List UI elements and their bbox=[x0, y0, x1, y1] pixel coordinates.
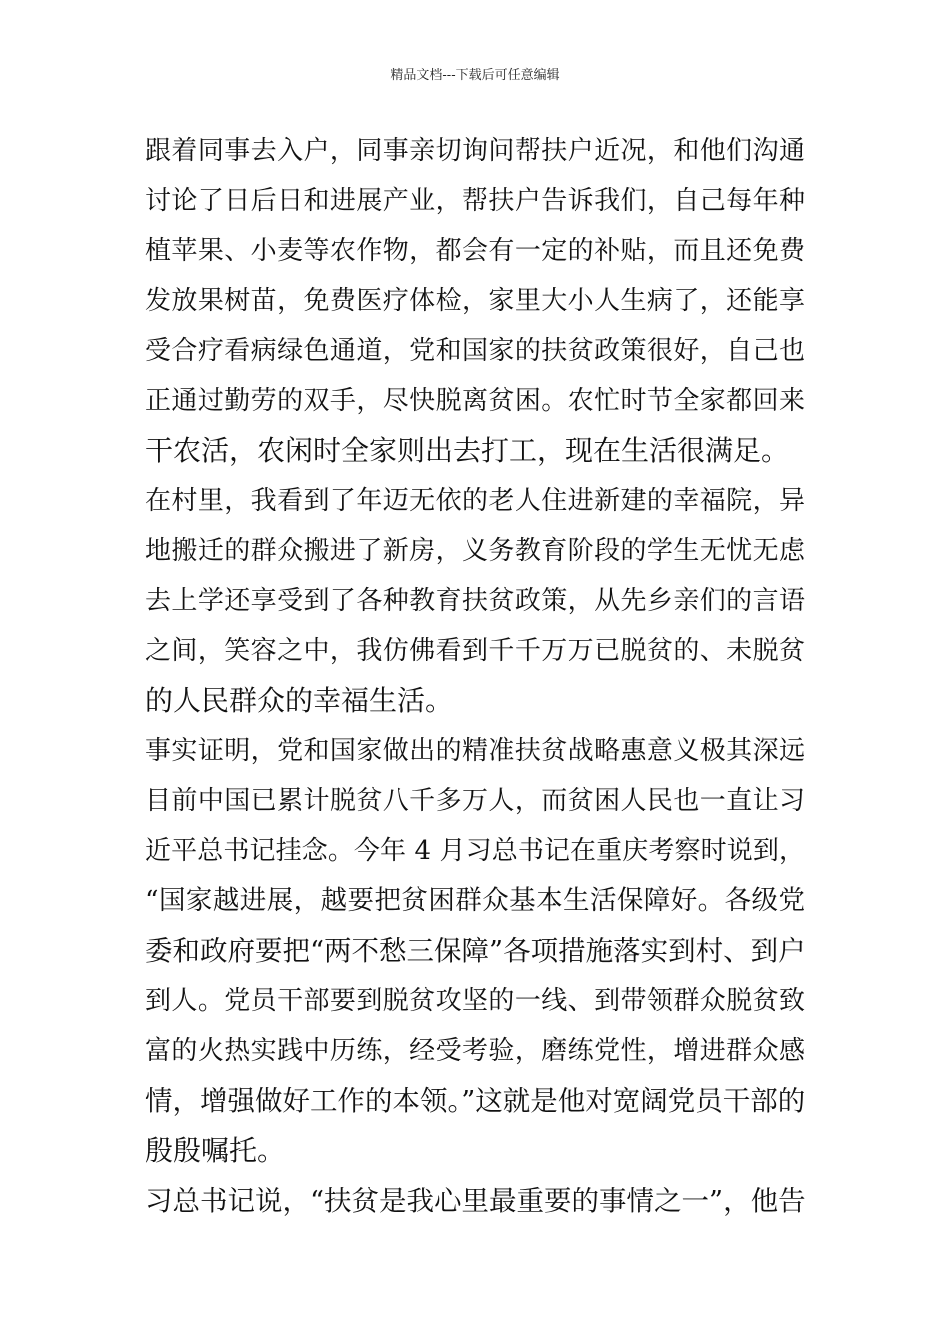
text-line: 事实证明，党和国家做出的精准扶贫战略惠意义极其深远 bbox=[145, 736, 805, 766]
text-line: 殷殷嘱托。 bbox=[145, 1134, 286, 1167]
text-line: 习总书记说，“扶贫是我心里最重要的事情之一”，他告 bbox=[145, 1185, 806, 1217]
text-line: 情，增强做好工作的本领。”这就是他对宽阔党员干部的 bbox=[145, 1085, 806, 1117]
text-line: 之间，笑容之中，我仿佛看到千千万万已脱贫的、未脱贫 bbox=[145, 636, 805, 666]
text-line: 在村里，我看到了年迈无依的老人住进新建的幸福院，异 bbox=[145, 486, 805, 516]
text-line: 去上学还享受到了各种教育扶贫政策，从先乡亲们的言语 bbox=[145, 586, 805, 616]
text-line: 地搬迁的群众搬进了新房，义务教育阶段的学生无忧无虑 bbox=[145, 536, 805, 566]
text-line: 发放果树苗，免费医疗体检，家里大小人生病了，还能享 bbox=[145, 286, 805, 316]
text-line: 受合疗看病绿色通道，党和国家的扶贫政策很好，自己也 bbox=[145, 336, 805, 366]
page-header: 精品文档---下载后可任意编辑 bbox=[390, 68, 560, 83]
text-line: 近平总书记挂念。今年 4 月习总书记在重庆考察时说到， bbox=[145, 836, 805, 866]
text-line: 植苹果、小麦等农作物，都会有一定的补贴，而且还免费 bbox=[145, 236, 805, 266]
text-line: 富的火热实践中历练，经受考验，磨练党性，增进群众感 bbox=[145, 1036, 805, 1066]
text-line: 到人。党员干部要到脱贫攻坚的一线、到带领群众脱贫致 bbox=[145, 986, 805, 1016]
document-body bbox=[145, 126, 805, 1226]
text-line: 正通过勤劳的双手，尽快脱离贫困。农忙时节全家都回来 bbox=[145, 386, 805, 416]
text-line: 委和政府要把“两不愁三保障”各项措施落实到村、到户 bbox=[145, 935, 806, 967]
text-line: 的人民群众的幸福生活。 bbox=[145, 684, 454, 717]
text-line: 目前中国已累计脱贫八千多万人，而贫困人民也一直让习 bbox=[145, 786, 805, 816]
text-line: “国家越进展，越要把贫困群众基本生活保障好。各级党 bbox=[145, 885, 805, 916]
text-line: 干农活，农闲时全家则出去打工，现在生活很满足。 bbox=[145, 434, 790, 467]
text-line: 跟着同事去入户，同事亲切询问帮扶户近况，和他们沟通 bbox=[145, 136, 805, 166]
text-line: 讨论了日后日和进展产业，帮扶户告诉我们，自己每年种 bbox=[145, 186, 805, 216]
